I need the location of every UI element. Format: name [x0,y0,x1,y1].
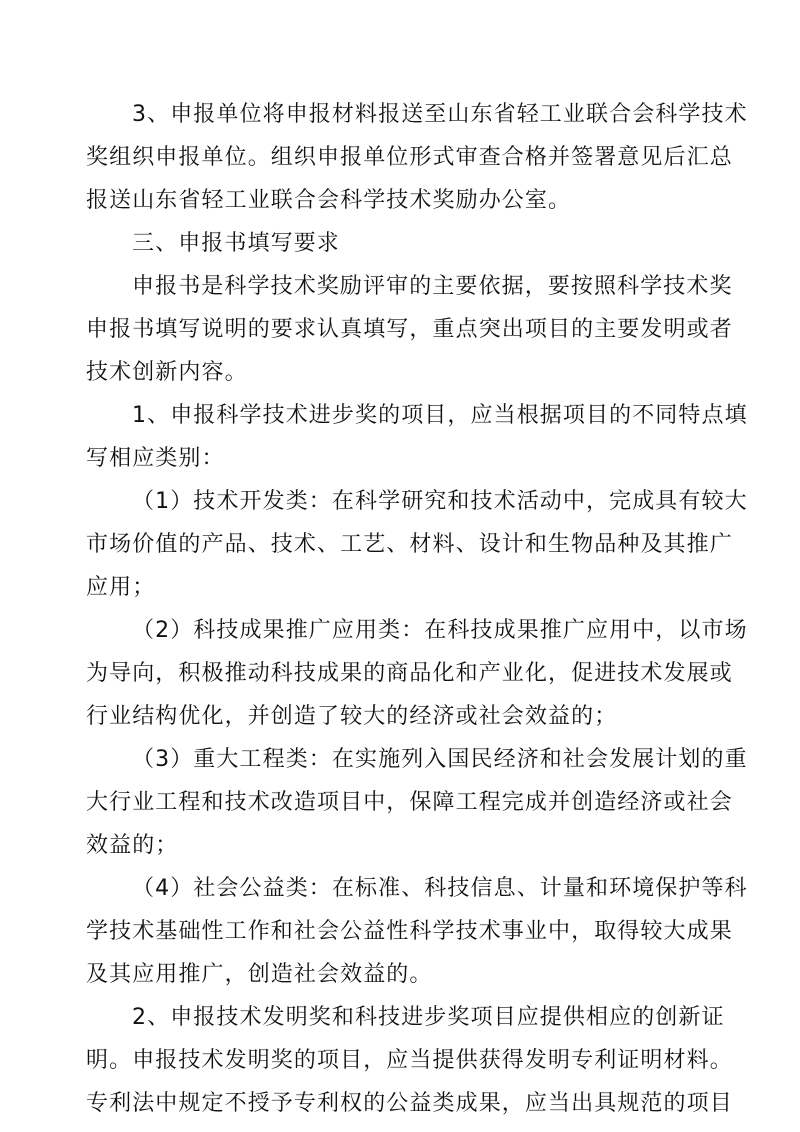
list-item-line: 大行业工程和技术改造项目中，保障工程完成并创造经济或社会 [86,790,733,815]
list-item-line: 学技术基础性工作和社会公益性科学技术事业中，取得较大成果 [86,919,733,944]
paragraph-line: 2、申报技术发明奖和科技进步奖项目应提供相应的创新证 [132,1005,725,1030]
list-item-line: 及其应用推广，创造社会效益的。 [86,962,433,987]
list-item-line: （3）重大工程类：在实施列入国民经济和社会发展计划的重 [132,747,748,772]
paragraph-line: 报送山东省轻工业联合会科学技术奖励办公室。 [86,188,572,213]
list-item-line: （4）社会公益类：在标准、科技信息、计量和环境保护等科 [132,876,748,901]
list-item-line: （1）技术开发类：在科学研究和技术活动中，完成具有较大 [132,489,748,514]
paragraph-line: 奖组织申报单位。组织申报单位形式审查合格并签署意见后汇总 [86,145,733,170]
list-item-line: 为导向，积极推动科技成果的商品化和产业化，促进技术发展或 [86,661,733,686]
paragraph-line: 专利法中规定不授予专利权的公益类成果，应当出具规范的项目 [86,1091,733,1116]
paragraph-line: 明。申报技术发明奖的项目，应当提供获得发明专利证明材料。 [86,1048,733,1073]
paragraph-line: 1、申报科学技术进步奖的项目，应当根据项目的不同特点填 [132,403,748,428]
list-item-line: 行业结构优化，并创造了较大的经济或社会效益的； [86,704,618,729]
list-item-line: 应用； [86,575,156,600]
paragraph-line: 申报书填写说明的要求认真填写，重点突出项目的主要发明或者 [86,317,733,342]
paragraph-line: 申报书是科学技术奖励评审的主要依据，要按照科学技术奖 [132,274,733,299]
paragraph-line: 3、申报单位将申报材料报送至山东省轻工业联合会科学技术 [132,102,748,127]
paragraph-line: 技术创新内容。 [86,360,248,385]
paragraph-line: 写相应类别： [86,446,225,471]
list-item-line: 效益的； [86,833,179,858]
section-heading: 三、申报书填写要求 [132,231,340,256]
list-item-line: 市场价值的产品、技术、工艺、材料、设计和生物品种及其推广 [86,532,733,557]
list-item-line: （2）科技成果推广应用类：在科技成果推广应用中，以市场 [132,618,748,643]
